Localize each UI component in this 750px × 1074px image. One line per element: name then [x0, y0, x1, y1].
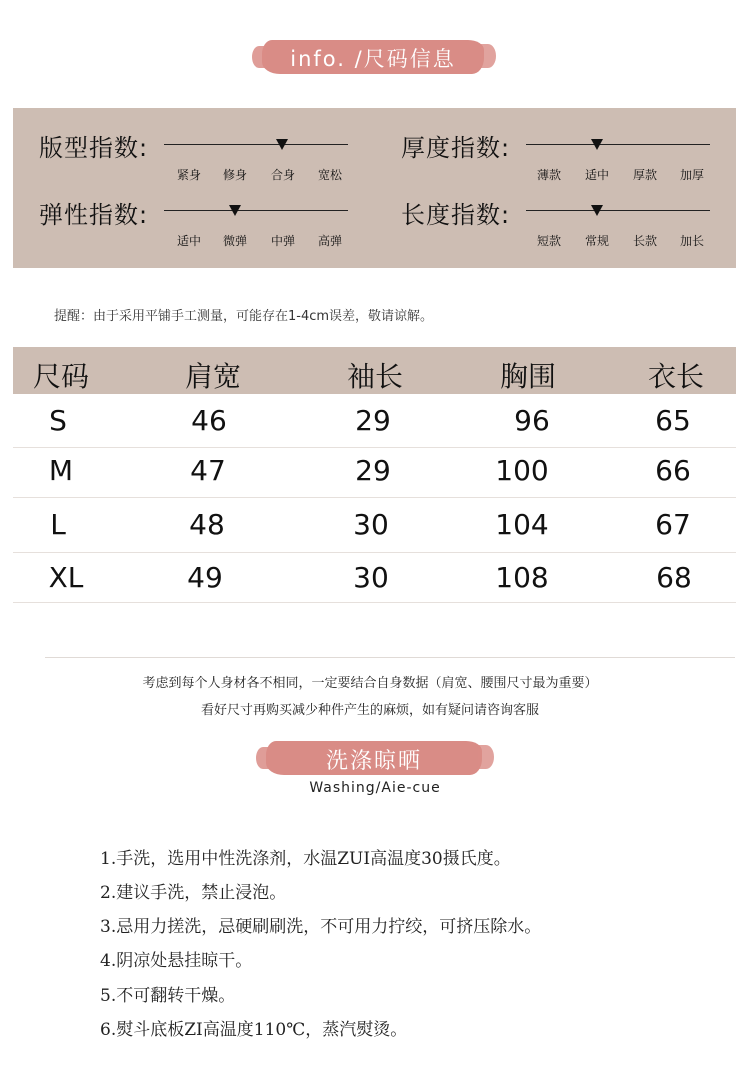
fit-index-tick: 紧身: [176, 168, 202, 182]
measurement-note: 提醒：由于采用平铺手工测量，可能存在1-4cm误差，敬请谅解。: [54, 309, 434, 324]
elasticity-index-label: 弹性指数:: [39, 201, 149, 229]
elasticity-index-tick: 微弹: [222, 234, 248, 248]
header-chest: 胸围: [499, 360, 557, 393]
chest-cell: 104: [495, 508, 549, 541]
elasticity-index-line: [164, 210, 348, 211]
header-sleeve: 袖长: [346, 360, 404, 393]
shoulder-cell: 47: [190, 454, 226, 487]
chest-cell: 108: [495, 561, 549, 594]
size-cell: L: [50, 508, 66, 541]
washing-item: 6.熨斗底板ZI高温度110℃，蒸汽熨烫。: [100, 1020, 408, 1040]
header-size: 尺码: [32, 360, 90, 393]
thickness-index-tick: 薄款: [536, 168, 562, 182]
fit-index-marker: [276, 139, 288, 150]
length-cell: 65: [655, 404, 691, 437]
table-row: [13, 446, 736, 498]
size-cell: S: [49, 404, 67, 437]
chest-cell: 100: [495, 454, 549, 487]
length-index-tick: 长款: [632, 234, 658, 248]
sleeve-cell: 29: [355, 404, 391, 437]
washing-item: 1.手洗，选用中性洗涤剂，水温ZUI高温度30摄氏度。: [100, 849, 511, 869]
thickness-index-marker: [591, 139, 603, 150]
table-row: [13, 553, 736, 603]
fit-index-line: [164, 144, 348, 145]
thickness-index-tick: 加厚: [679, 168, 705, 182]
elasticity-index-tick: 适中: [176, 234, 202, 248]
washing-item: 2.建议手洗，禁止浸泡。: [100, 883, 287, 903]
fit-index-tick: 修身: [222, 168, 248, 182]
fit-index-tick: 合身: [270, 168, 296, 182]
shoulder-cell: 49: [187, 561, 223, 594]
sleeve-cell: 29: [355, 454, 391, 487]
length-index-tick: 常规: [584, 234, 610, 248]
washing-item: 4.阴凉处悬挂晾干。: [100, 951, 253, 971]
length-cell: 66: [655, 454, 691, 487]
size-table-header: [13, 347, 736, 394]
fit-index-panel: [13, 108, 736, 268]
length-cell: 67: [655, 508, 691, 541]
length-cell: 68: [656, 561, 692, 594]
sleeve-cell: 30: [353, 508, 389, 541]
fit-index-tick: 宽松: [317, 168, 343, 182]
washing-badge-title: 洗涤晾晒: [325, 749, 422, 774]
fit-index-label: 版型指数:: [39, 134, 149, 162]
shoulder-cell: 48: [189, 508, 225, 541]
length-index-label: 长度指数:: [401, 201, 511, 229]
thickness-index-tick: 适中: [584, 168, 610, 182]
shoulder-cell: 46: [191, 404, 227, 437]
size-cell: M: [48, 454, 74, 487]
advice-line-1: 考虑到每个人身材各不相同，一定要结合自身数据（肩宽、腰围尺寸最为重要）: [142, 676, 598, 691]
info-badge-title: info. /尺码信息: [290, 47, 456, 71]
length-index-marker: [591, 205, 603, 216]
header-length: 衣长: [647, 360, 705, 393]
table-row: [13, 396, 736, 448]
washing-item: 3.忌用力搓洗，忌硬刷刷洗，不可用力拧绞，可挤压除水。: [100, 917, 542, 937]
chest-cell: 96: [514, 404, 550, 437]
sleeve-cell: 30: [353, 561, 389, 594]
thickness-index-tick: 厚款: [632, 168, 658, 182]
length-index-tick: 加长: [679, 234, 705, 248]
section-divider: [45, 657, 735, 658]
elasticity-index-tick: 高弹: [317, 234, 343, 248]
header-shoulder: 肩宽: [184, 360, 242, 393]
length-index-tick: 短款: [536, 234, 562, 248]
thickness-index-label: 厚度指数:: [401, 134, 511, 162]
washing-subtitle: Washing/Aie-cue: [309, 780, 441, 796]
elasticity-index-marker: [229, 205, 241, 216]
size-cell: XL: [48, 561, 84, 594]
length-index-line: [526, 210, 710, 211]
elasticity-index-tick: 中弹: [270, 234, 296, 248]
advice-line-2: 看好尺寸再购买减少种件产生的麻烦，如有疑问请咨询客服: [200, 703, 539, 718]
table-row: [13, 498, 736, 553]
washing-item: 5.不可翻转干燥。: [100, 986, 236, 1006]
thickness-index-line: [526, 144, 710, 145]
